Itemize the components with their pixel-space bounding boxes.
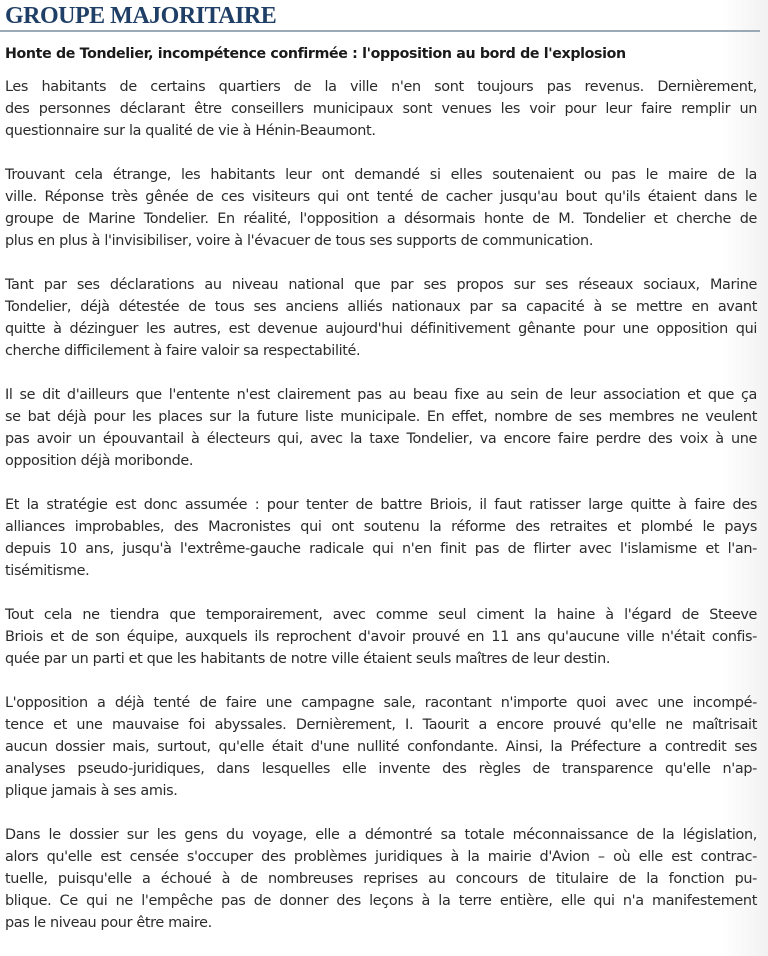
text-line: cherche difficilement à faire valoir sa respectabilité. xyxy=(5,343,361,359)
text-line: quitte à dézinguer les autres, est devenue aujourd'hui définitivement gênante pour une opposition qui xyxy=(5,321,757,337)
text-line: analyses pseudo-juridiques, dans lesquelles elle invente des règles de transparence qu'elle n'ap- xyxy=(5,761,757,777)
section-heading: GROUPE MAJORITAIRE xyxy=(5,3,277,29)
paragraph-6 xyxy=(5,604,757,670)
text-line: tuelle, puisqu'elle a échoué à de nombreuses reprises au concours de titulaire de la fonction pu- xyxy=(5,871,757,887)
text-line: plique jamais à ses amis. xyxy=(5,783,178,799)
text-line: depuis 10 ans, jusqu'à l'extrême-gauche radicale qui n'en finit pas de flirter avec l'islamisme et l'an- xyxy=(5,541,757,557)
paragraph-1 xyxy=(5,76,757,142)
paragraph-4 xyxy=(5,384,757,472)
text-line: L'opposition a déjà tenté de faire une campagne sale, racontant n'importe quoi avec une incompé- xyxy=(5,695,757,711)
text-line: blique. Ce qui ne l'empêche pas de donner des leçons à la terre entière, elle qui n'a manifestement xyxy=(5,893,757,909)
article-body xyxy=(5,76,757,934)
text-line: Briois et de son équipe, auxquels ils reprochent d'avoir prouvé en 11 ans qu'aucune ville n'était confis- xyxy=(5,629,757,645)
paragraph-7 xyxy=(5,692,757,802)
paragraph-3 xyxy=(5,274,757,362)
text-line: alliances improbables, des Macronistes qui ont soutenu la réforme des retraites et plombé le pays xyxy=(5,519,757,535)
text-line: Tout cela ne tiendra que temporairement, avec comme seul ciment la haine à l'égard de Steeve xyxy=(5,607,757,623)
text-line: aucun dossier mais, surtout, qu'elle était d'une nullité confondante. Ainsi, la Préfecture a contredit ses xyxy=(5,739,757,755)
text-line: Les habitants de certains quartiers de la ville n'en sont toujours pas revenus. Dernièrement, xyxy=(5,79,757,95)
text-line: questionnaire sur la qualité de vie à Hénin-Beaumont. xyxy=(5,123,376,139)
paragraph-5 xyxy=(5,494,757,582)
text-line: tisémitisme. xyxy=(5,563,90,579)
text-line: quée par un parti et que les habitants de notre ville étaient seuls maîtres de leur destin. xyxy=(5,651,611,667)
text-line: Trouvant cela étrange, les habitants leur ont demandé si elles soutenaient ou pas le maire de la xyxy=(5,167,757,183)
text-line: Il se dit d'ailleurs que l'entente n'est clairement pas au beau fixe au sein de leur association et que ça xyxy=(5,387,757,403)
text-line: groupe de Marine Tondelier. En réalité, l'opposition a désormais honte de M. Tondelier et cherche de xyxy=(5,211,757,227)
text-line: pas avoir un épouvantail à électeurs qui, avec la taxe Tondelier, va encore faire perdre des voix à une xyxy=(5,431,757,447)
text-line: ville. Réponse très gênée de ces visiteurs qui ont tenté de cacher jusqu'au bout qu'ils étaient dans le xyxy=(5,189,757,205)
text-line: Tondelier, déjà détestée de tous ses anciens alliés nationaux par sa capacité à se mettre en avant xyxy=(5,299,757,315)
text-line: opposition déjà moribonde. xyxy=(5,453,194,469)
text-line: tence et une mauvaise foi abyssales. Dernièrement, I. Taourit a encore prouvé qu'elle ne maîtrisait xyxy=(5,717,757,733)
paragraph-2 xyxy=(5,164,757,252)
text-line: se bat déjà pour les places sur la future liste municipale. En effet, nombre de ses membres ne veulent xyxy=(5,409,757,425)
text-line: Dans le dossier sur les gens du voyage, elle a démontré sa totale méconnaissance de la législation, xyxy=(5,827,757,843)
paragraph-8 xyxy=(5,824,757,934)
heading-divider xyxy=(0,30,760,32)
text-line: Tant par ses déclarations au niveau national que par ses propos sur ses réseaux sociaux, Marine xyxy=(5,277,757,293)
text-line: plus en plus à l'invisibiliser, voire à l'évacuer de tous ses supports de communication. xyxy=(5,233,594,249)
text-line: alors qu'elle est censée s'occuper des problèmes juridiques à la mairie d'Avion – où elle est contrac- xyxy=(5,849,757,865)
text-line: Et la stratégie est donc assumée : pour tenter de battre Briois, il faut ratisser large quitte à faire des xyxy=(5,497,757,513)
text-line: pas le niveau pour être maire. xyxy=(5,915,212,931)
article-page xyxy=(5,0,757,956)
article-title: Honte de Tondelier, incompétence confirmée : l'opposition au bord de l'explosion xyxy=(5,46,626,62)
text-line: des personnes déclarant être conseillers municipaux sont venues les voir pour leur faire remplir un xyxy=(5,101,757,117)
